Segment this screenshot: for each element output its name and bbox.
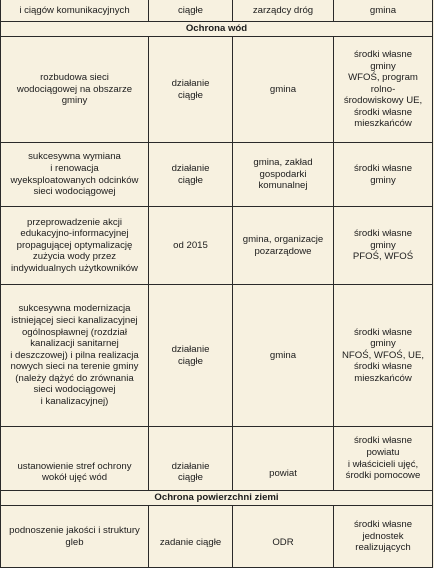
table-row xyxy=(1,427,433,491)
cell-text-line: i kanalizacyjnej) xyxy=(40,396,109,408)
section-title: Ochrona wód xyxy=(1,22,433,37)
cell-text-line: przeprowadzenie akcji xyxy=(27,216,122,228)
responsible-cell xyxy=(233,207,334,285)
cell-text-line: indywidualnych użytkowników xyxy=(11,262,138,274)
cell-text-line: gminy xyxy=(370,338,396,350)
cell-text-line: i deszczowej) i pilna realizacja xyxy=(10,349,139,361)
cell-text-line: NFOŚ, WFOŚ, UE, xyxy=(341,349,425,361)
cell-text-line: nowych sieci na terenie gminy xyxy=(10,361,139,373)
table-row xyxy=(1,0,433,22)
deadline-cell xyxy=(149,207,233,285)
cell-text-line: zadanie ciągłe xyxy=(159,536,222,548)
responsible-cell xyxy=(233,143,334,207)
cell-text-line: środki własne xyxy=(353,106,413,118)
cell-text-line: działanie xyxy=(171,77,210,89)
cell-text-line: wodociągowej na obszarze xyxy=(16,83,133,95)
cell-text-line: mieszkańców xyxy=(354,372,412,384)
responsible-cell xyxy=(233,285,334,427)
cell-text-line: gminy xyxy=(370,239,396,251)
cell-text-line: gminy xyxy=(370,60,396,72)
cell-text-line: zużycia wody przez xyxy=(32,251,117,263)
funding-cell xyxy=(334,285,433,427)
task-cell xyxy=(1,37,149,143)
cell-text-line: ciągłe xyxy=(177,472,204,484)
section-title: Ochrona powierzchni ziemi xyxy=(1,491,433,506)
table-row xyxy=(1,506,433,568)
cell-text-line: rolno- xyxy=(370,83,396,95)
cell-text-line: gleb xyxy=(65,536,84,548)
cell-text-line: od 2015 xyxy=(173,239,208,251)
funding-cell xyxy=(334,143,433,207)
task-cell xyxy=(1,143,149,207)
funding-cell xyxy=(334,207,433,285)
cell-text-line: WFOŚ, program xyxy=(348,72,418,84)
cell-text-line: gospodarki xyxy=(259,168,307,180)
table-row xyxy=(1,207,433,285)
cell-text-line: działanie xyxy=(171,162,210,174)
cell-text-line: wokół ujęć wód xyxy=(41,472,108,484)
cell-text-line: pozarządowe xyxy=(254,245,312,257)
cell-text-line: środki własne xyxy=(353,48,413,60)
section-header-row xyxy=(1,22,433,37)
cell-text-line: jednostek xyxy=(362,530,404,542)
task-cell: i ciągów komunikacyjnych xyxy=(1,0,149,22)
cell-text-line: rozbudowa sieci xyxy=(40,72,109,84)
table-row xyxy=(1,285,433,427)
cell-text-line: sukcesywna modernizacja xyxy=(18,303,131,315)
cell-text-line: ogólnospławnej (rozdział xyxy=(21,326,128,338)
funding-cell: gmina xyxy=(334,0,433,22)
cell-text-line: gmina, zakład xyxy=(253,157,313,169)
deadline-cell xyxy=(149,427,233,491)
cell-text-line: sieci wodociągowej xyxy=(33,186,116,198)
section-header-row xyxy=(1,491,433,506)
cell-text-line: działanie xyxy=(171,460,210,472)
cell-text-line: środki własne xyxy=(353,326,413,338)
cell-text-line: ciągłe xyxy=(177,174,204,186)
table-row xyxy=(1,37,433,143)
cell-text-line: środki własne xyxy=(353,228,413,240)
deadline-cell xyxy=(149,37,233,143)
deadline-cell: ciągłe xyxy=(149,0,233,22)
cell-text-line: i właścicieli ujęć, xyxy=(347,458,419,470)
cell-text-line: sieci wodociągowej xyxy=(33,384,116,396)
cell-text-line: środki pomocowe xyxy=(345,470,421,482)
cell-text-line: gminy xyxy=(61,95,88,107)
cell-text-line: gmina xyxy=(269,349,297,361)
cell-text-line: ciągłe xyxy=(177,355,204,367)
cell-text-line: realizujących xyxy=(355,542,411,554)
responsible-cell xyxy=(233,37,334,143)
funding-cell xyxy=(334,427,433,491)
deadline-cell xyxy=(149,506,233,568)
cell-text-line: ustanowienie stref ochrony xyxy=(17,460,132,472)
cell-text-line: środowiskowy UE, xyxy=(343,95,423,107)
cell-text-line: środki własne xyxy=(353,162,413,174)
cell-text-line: sukcesywna wymiana xyxy=(28,151,121,163)
cell-text-line: kanalizacji sanitarnej xyxy=(30,338,119,350)
cell-text-line: działanie xyxy=(171,343,210,355)
funding-cell xyxy=(334,37,433,143)
cell-text-line: (należy dążyć do zrównania xyxy=(15,372,134,384)
cell-text-line: propagującej optymalizację xyxy=(16,239,133,251)
deadline-cell xyxy=(149,143,233,207)
cell-text-line: gmina xyxy=(269,83,297,95)
cell-text-line: istniejącej sieci kanalizacyjnej xyxy=(11,314,138,326)
cell-text-line: powiat xyxy=(269,468,297,480)
responsible-cell xyxy=(233,427,334,491)
responsible-cell xyxy=(233,506,334,568)
cell-text-line: środki własne xyxy=(353,435,413,447)
task-cell xyxy=(1,207,149,285)
cell-text-line: mieszkańców xyxy=(354,118,412,130)
cell-text-line: środki własne xyxy=(353,519,413,531)
cell-text-line: PFOŚ, WFOŚ xyxy=(352,251,414,263)
cell-text-line: ODR xyxy=(272,536,294,548)
cell-text-line: ciągłe xyxy=(177,89,204,101)
cell-text-line: podnoszenie jakości i struktury xyxy=(9,524,140,536)
task-cell xyxy=(1,427,149,491)
task-cell xyxy=(1,506,149,568)
table-body xyxy=(1,0,433,568)
funding-cell xyxy=(334,506,433,568)
table-row xyxy=(1,143,433,207)
task-cell xyxy=(1,285,149,427)
responsible-cell: zarządcy dróg xyxy=(233,0,334,22)
cell-text-line: gminy xyxy=(370,174,396,186)
cell-text-line: i renowacja xyxy=(50,162,99,174)
cell-text-line: wyeksploatowanych odcinków xyxy=(10,174,139,186)
cell-text-line: powiatu xyxy=(366,446,400,458)
cell-text-line: komunalnej xyxy=(258,180,308,192)
cell-text-line: edukacyjno-informacyjnej xyxy=(20,228,129,240)
deadline-cell xyxy=(149,285,233,427)
cell-text-line: gmina, organizacje xyxy=(242,233,324,245)
cell-text-line: środki własne xyxy=(353,361,413,373)
